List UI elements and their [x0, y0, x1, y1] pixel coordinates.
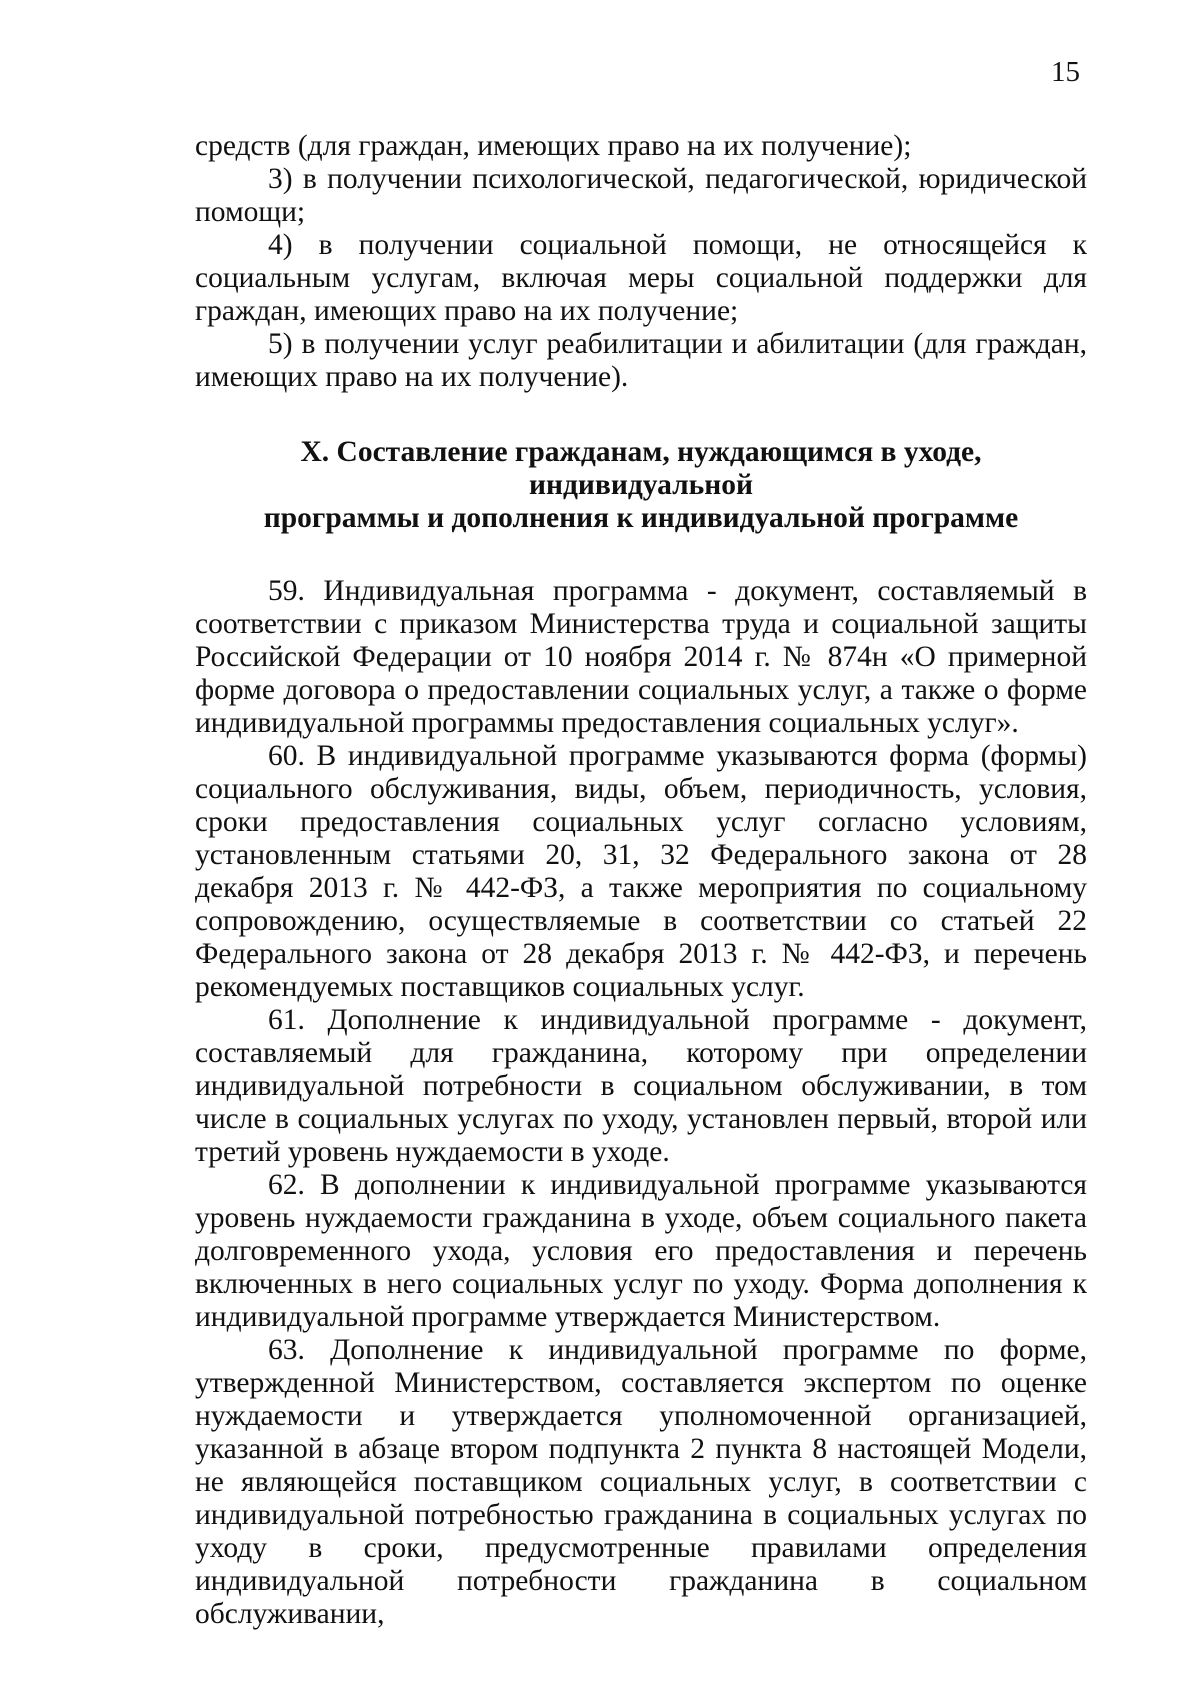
list-item-5: 5) в получении услуг реабилитации и абилитации (для граждан, имеющих право на их получение).	[195, 328, 1087, 393]
clause-62: 62. В дополнении к индивидуальной программе указываются уровень нуждаемости гражданина в уходе, объем социального пакета долговременного ухода, условия его предоставления и перечень включенных в него социальных услуг по уходу. Форма дополнения к индивидуальной программе утверждается Министерством.	[195, 1169, 1087, 1333]
clause-59: 59. Индивидуальная программа - документ, составляемый в соответствии с приказом Министерства труда и социальной защиты Российской Федерации от 10 ноября 2014 г. № 874н «О примерной форме договора о предоставлении социальных услуг, а также о форме индивидуальной программы предоставления социальных услуг».	[195, 575, 1087, 739]
list-item-4: 4) в получении социальной помощи, не относящейся к социальным услугам, включая меры социальной поддержки для граждан, имеющих право на их получение;	[195, 229, 1087, 327]
document-body	[195, 130, 1087, 1631]
section-heading-line-1: X. Составление гражданам, нуждающимся в уходе, индивидуальной	[300, 436, 982, 501]
clause-60: 60. В индивидуальной программе указываются форма (формы) социального обслуживания, виды, объем, периодичность, условия, сроки предоставления социальных услуг согласно условиям, установленным статьями 20, 31, 32 Федерального закона от 28 декабря 2013 г. № 442-ФЗ, а также мероприятия по социальному сопровождению, осуществляемые в соответствии со статьей 22 Федерального закона от 28 декабря 2013 г. № 442-ФЗ, и перечень рекомендуемых поставщиков социальных услуг.	[195, 740, 1087, 1003]
section-heading-line-2: программы и дополнения к индивидуальной программе	[263, 502, 1019, 534]
clause-63: 63. Дополнение к индивидуальной программе по форме, утвержденной Министерством, составляется экспертом по оценке нуждаемости и утверждается уполномоченной организацией, указанной в абзаце втором подпункта 2 пункта 8 настоящей Модели, не являющейся поставщиком социальных услуг, в соответствии с индивидуальной потребностью гражданина в социальных услугах по уходу в сроки, предусмотренные правилами определения индивидуальной потребности гражданина в социальном обслуживании,	[195, 1334, 1087, 1630]
list-item-3: 3) в получении психологической, педагогической, юридической помощи;	[195, 163, 1087, 228]
section-heading	[195, 436, 1087, 535]
paragraph-continuation: средств (для граждан, имеющих право на их получение);	[195, 130, 912, 162]
page-number: 15	[1051, 56, 1080, 88]
clause-61: 61. Дополнение к индивидуальной программе - документ, составляемый для гражданина, которому при определении индивидуальной потребности в социальном обслуживании, в том числе в социальных услугах по уходу, установлен первый, второй или третий уровень нуждаемости в уходе.	[195, 1004, 1087, 1168]
